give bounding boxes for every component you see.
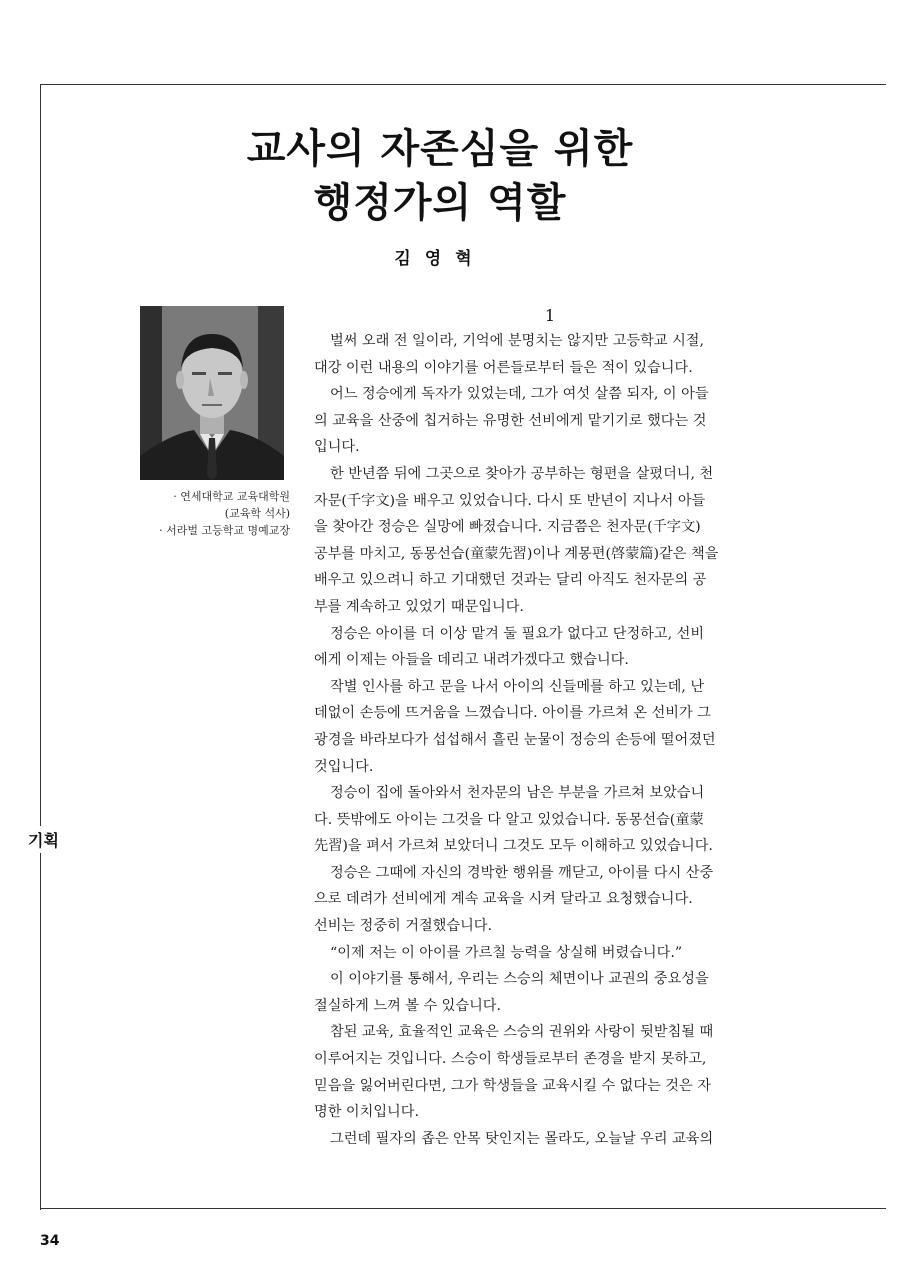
frame-bottom-rule <box>40 1208 886 1209</box>
body-line: 정승은 그때에 자신의 경박한 행위를 깨닫고, 아이를 다시 산중 <box>330 864 714 881</box>
body-line: 이루어지는 것입니다. 스승이 학생들로부터 존경을 받지 못하고, <box>314 1051 707 1068</box>
body-line: 先習)을 펴서 가르쳐 보았더니 그것도 모두 이해하고 있었습니다. <box>314 838 713 855</box>
body-line: 작별 인사를 하고 문을 나서 아이의 신들메를 하고 있는데, 난 <box>330 678 705 695</box>
body-line: 정승은 아이를 더 이상 맡겨 둘 필요가 없다고 단정하고, 선비 <box>330 625 705 642</box>
body-line: 광경을 바라보다가 섭섭해서 흘린 눈물이 정승의 손등에 떨어졌던 <box>314 731 716 748</box>
body-line: 참된 교육, 효율적인 교육은 스승의 권위와 사랑이 뒷받침될 때 <box>330 1024 714 1041</box>
body-line: 벌써 오래 전 일이라, 기억에 분명치는 않지만 고등학교 시절, <box>330 333 705 349</box>
article-title-line-1: 교사의 자존심을 위한 <box>246 126 634 172</box>
body-line: 입니다. <box>314 439 360 456</box>
body-line: 부를 계속하고 있었기 때문입니다. <box>314 598 524 615</box>
bio-line-degree: (교육학 석사) <box>224 507 290 520</box>
body-line: 배우고 있으려니 하고 기대했던 것과는 달리 아직도 천자문의 공 <box>314 572 707 589</box>
article-body <box>314 328 782 1152</box>
body-line: 다. 뜻밖에도 아이는 그것을 다 알고 있었습니다. 동몽선습(童蒙 <box>314 811 704 828</box>
body-line: 공부를 마치고, 동몽선습(童蒙先習)이나 계몽편(啓蒙篇)같은 책을 <box>314 545 719 562</box>
body-line: 대강 이런 내용의 이야기를 어른들로부터 들은 적이 있습니다. <box>314 359 693 376</box>
body-line: 믿음을 잃어버린다면, 그가 학생들을 교육시킬 수 없다는 것은 자 <box>314 1077 711 1094</box>
author-portrait-image <box>140 306 284 480</box>
body-line: 명한 이치입니다. <box>314 1104 419 1121</box>
author-name: 김영혁 <box>394 249 486 269</box>
frame-left-rule <box>40 84 41 1210</box>
page-number: 34 <box>40 1233 60 1249</box>
frame-top-rule <box>40 84 886 85</box>
body-line: 데없이 손등에 뜨거움을 느꼈습니다. 아이를 가르쳐 온 선비가 그 <box>314 705 711 722</box>
body-line: 이 이야기를 통해서, 우리는 스승의 체면이나 교권의 중요성을 <box>330 971 709 988</box>
body-line: 선비는 정중히 거절했습니다. <box>314 918 492 935</box>
author-bio <box>100 488 290 539</box>
section-side-label: 기획 <box>26 826 61 853</box>
article-title <box>200 122 680 230</box>
author-photo <box>140 306 284 480</box>
body-line: 의 교육을 산중에 칩거하는 유명한 선비에게 맡기기로 했다는 것 <box>314 412 707 429</box>
body-line: 한 반년쯤 뒤에 그곳으로 찾아가 공부하는 형편을 살폈더니, 천 <box>330 465 714 482</box>
section-number: 1 <box>544 306 556 325</box>
body-line: 자문(千字文)을 배우고 있었습니다. 다시 또 반년이 지나서 아들 <box>314 492 706 509</box>
body-line: 정승이 집에 돌아와서 천자문의 남은 부분을 가르쳐 보았습니 <box>330 785 705 802</box>
body-line: 것입니다. <box>314 758 374 775</box>
body-line: 으로 데려가 선비에게 계속 교육을 시켜 달라고 요청했습니다. <box>314 891 693 908</box>
body-line: 어느 정승에게 독자가 있었는데, 그가 여섯 살쯤 되자, 이 아들 <box>330 386 709 403</box>
bio-line-position: · 서라벌 고등학교 명예교장 <box>159 524 290 537</box>
body-line: 절실하게 느껴 볼 수 있습니다. <box>314 997 502 1014</box>
body-line: “이제 저는 이 아이를 가르칠 능력을 상실해 버렸습니다.” <box>330 944 683 961</box>
body-line: 에게 이제는 아들을 데리고 내려가겠다고 했습니다. <box>314 652 629 669</box>
article-title-line-2: 행정가의 역할 <box>313 180 567 226</box>
bio-line-education: · 연세대학교 교육대학원 <box>173 490 290 503</box>
body-line: 그런데 필자의 좁은 안목 탓인지는 몰라도, 오늘날 우리 교육의 <box>330 1130 714 1147</box>
body-line: 을 찾아간 정승은 실망에 빠졌습니다. 지금쯤은 천자문(千字文) <box>314 519 701 536</box>
